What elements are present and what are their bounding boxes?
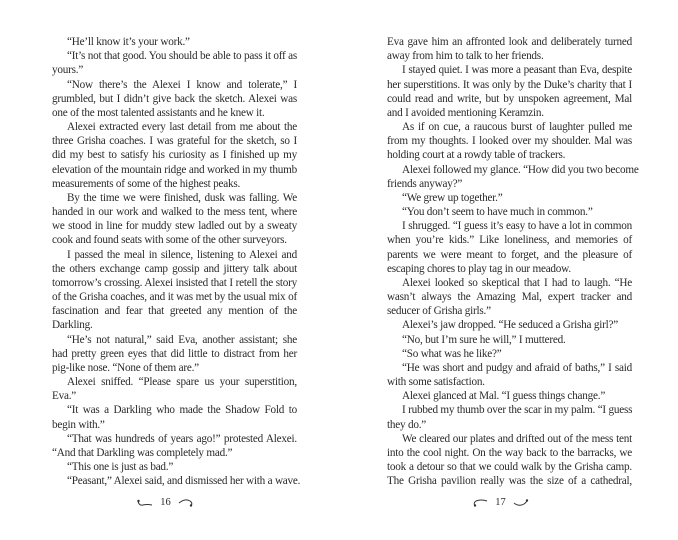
text-line: Eva.” (52, 390, 77, 403)
text-line: took a detour so that we could walk by the Grisha camp. (387, 461, 632, 474)
text-line: “And that Darkling was completely mad.” (52, 446, 233, 459)
paragraph (387, 205, 632, 219)
paragraph (387, 35, 632, 63)
text-line: measurements of some of the highest peaks. (52, 177, 241, 190)
text-line: Alexei followed my glance. “How did you two become (402, 163, 639, 176)
text-line: “It was a Darkling who made the Shadow Fold to (67, 404, 297, 417)
text-line: handed in our work and walked to the mess tent, where (52, 206, 297, 219)
paragraph (52, 35, 297, 49)
text-line: her superstitions. It was only by the Duke’s charity that I (387, 78, 632, 91)
paragraph (52, 248, 297, 333)
paragraph (52, 120, 297, 191)
text-line: Alexei glanced at Mal. “I guess things change.” (402, 390, 606, 403)
text-line: wasn’t always the Amazing Mal, expert tracker and (387, 291, 632, 304)
page-body (387, 35, 639, 489)
text-line: “No, but I’m sure he will,” I muttered. (402, 333, 566, 346)
text-line: grumbled, but I didn’t give back the sketch. Alexei was (52, 92, 297, 105)
text-line: “This one is just as bad.” (67, 461, 174, 474)
paragraph (387, 191, 632, 205)
paragraph (52, 49, 297, 77)
paragraph (387, 389, 632, 403)
text-line: holding court at a rowdy table of trackers. (387, 149, 566, 162)
paragraph (387, 403, 632, 431)
text-line: Alexei sniffed. “Please spare us your superstition, (67, 376, 297, 389)
paragraph (387, 120, 632, 163)
page-number: 17 (495, 497, 506, 508)
text-line: seducer of Grisha girls.” (387, 305, 491, 318)
ornament-right-icon (177, 498, 195, 508)
text-line: “He’s not natural,” said Eva, another assistant; she (67, 333, 297, 346)
text-line: Alexei’s jaw dropped. “He seduced a Grisha girl?” (402, 319, 618, 332)
text-line: begin with.” (52, 418, 105, 431)
text-line: I rubbed my thumb over the scar in my palm. “I guess (402, 404, 633, 417)
text-line: and I avoided mentioning Keramzin. (387, 106, 544, 119)
paragraph (387, 63, 632, 120)
text-line: they do.” (387, 418, 427, 431)
paragraph (52, 78, 297, 121)
page-number-footer (0, 497, 335, 508)
page-number-footer (331, 497, 670, 508)
paragraph (387, 318, 632, 332)
text-line: when you’re kids.” Like loneliness, and memories of (387, 234, 632, 247)
text-line: “We grew up together.” (402, 191, 503, 204)
text-line: By the time we were finished, dusk was falling. We (67, 191, 297, 204)
text-line: had pretty green eyes that did little to distract from her (52, 347, 297, 360)
text-line: Alexei looked so skeptical that I had to laugh. “He (402, 276, 632, 289)
right-page (339, 0, 678, 540)
text-line: Eva gave him an affronted look and deliberately turned (387, 36, 632, 48)
text-line: could read and write, but by unspoken agreement, Mal (387, 92, 632, 105)
paragraph (52, 460, 297, 474)
page-body (52, 35, 301, 489)
paragraph (387, 219, 632, 276)
text-line: “Now there’s the Alexei I know and tolerate,” I (67, 78, 297, 91)
text-line: away from him to talk to her friends. (387, 50, 544, 63)
paragraph (387, 347, 632, 361)
text-line: As if on cue, a raucous burst of laughter pulled me (402, 121, 632, 134)
paragraph (387, 361, 632, 389)
text-line: The Grisha pavilion really was the size of a cathedral, (387, 475, 632, 488)
paragraph (52, 191, 297, 248)
text-line: “It’s not that good. You should be able to pass it off as (67, 50, 297, 63)
paragraph (387, 333, 632, 347)
text-line: one of the most talented assistants and he knew it. (52, 106, 265, 119)
paragraph (52, 474, 301, 488)
paragraph (52, 333, 297, 376)
text-line: parents we were meant to forget, and the pleasure of (387, 248, 632, 261)
text-line: “That was hundreds of years ago!” protested Alexei. (67, 432, 297, 445)
text-line: “So what was he like?” (402, 347, 502, 360)
text-line: did my best to satisfy his curiosity as I finished up my (52, 149, 297, 162)
text-line: elevation of the mountain ridge and worked in my thumb (52, 163, 297, 176)
text-line: fascination and fear that greeted any mention of the (52, 305, 297, 318)
text-line: “He’ll know it’s your work.” (67, 36, 190, 48)
paragraph (52, 432, 297, 460)
text-line: pig-like nose. “None of them are.” (52, 361, 199, 374)
text-line: three Grisha coaches. I was grateful for the sketch, so I (52, 135, 297, 148)
ornament-right-icon (512, 498, 530, 508)
text-line: “Peasant,” Alexei said, and dismissed her with a wave. (67, 475, 301, 488)
paragraph (387, 163, 639, 191)
text-line: Alexei extracted every last detail from me about the (67, 121, 297, 134)
paragraph (52, 403, 297, 431)
text-line: friends anyway?” (387, 177, 463, 190)
paragraph (387, 276, 632, 319)
page-number: 16 (160, 497, 171, 508)
paragraph (387, 432, 632, 489)
text-line: I stayed quiet. I was more a peasant than Eva, despite (402, 64, 632, 77)
text-line: escaping chores to play tag in our meadow. (387, 262, 571, 275)
text-line: from my thoughts. I looked over my shoulder. Mal was (387, 135, 632, 148)
text-line: I shrugged. “I guess it’s easy to have a lot in common (402, 220, 632, 233)
text-line: “He was short and pudgy and afraid of baths,” I said (402, 361, 632, 374)
text-line: Darkling. (52, 319, 93, 332)
text-line: We cleared our plates and drifted out of the mess tent (402, 432, 632, 445)
text-line: “You don’t seem to have much in common.” (402, 206, 593, 219)
paragraph (52, 375, 297, 403)
text-line: with some satisfaction. (387, 376, 485, 389)
text-line: into the cool night. On the way back to the barracks, we (387, 446, 632, 459)
text-line: tomorrow’s crossing. Alexei insisted that I retell the story (52, 276, 297, 289)
text-line: I passed the meal in silence, listening to Alexei and (67, 248, 297, 261)
ornament-left-icon (471, 498, 489, 508)
text-line: cook and found seats with some of the other surveyors. (52, 234, 287, 247)
text-line: yours.” (52, 64, 84, 77)
text-line: the others exchange camp gossip and jittery talk about (52, 262, 297, 275)
text-line: of the Grisha coaches, and it was met by the usual mix of (52, 291, 297, 304)
ornament-left-icon (136, 498, 154, 508)
text-line: we stood in line for muddy stew ladled out by a sweaty (52, 220, 297, 233)
